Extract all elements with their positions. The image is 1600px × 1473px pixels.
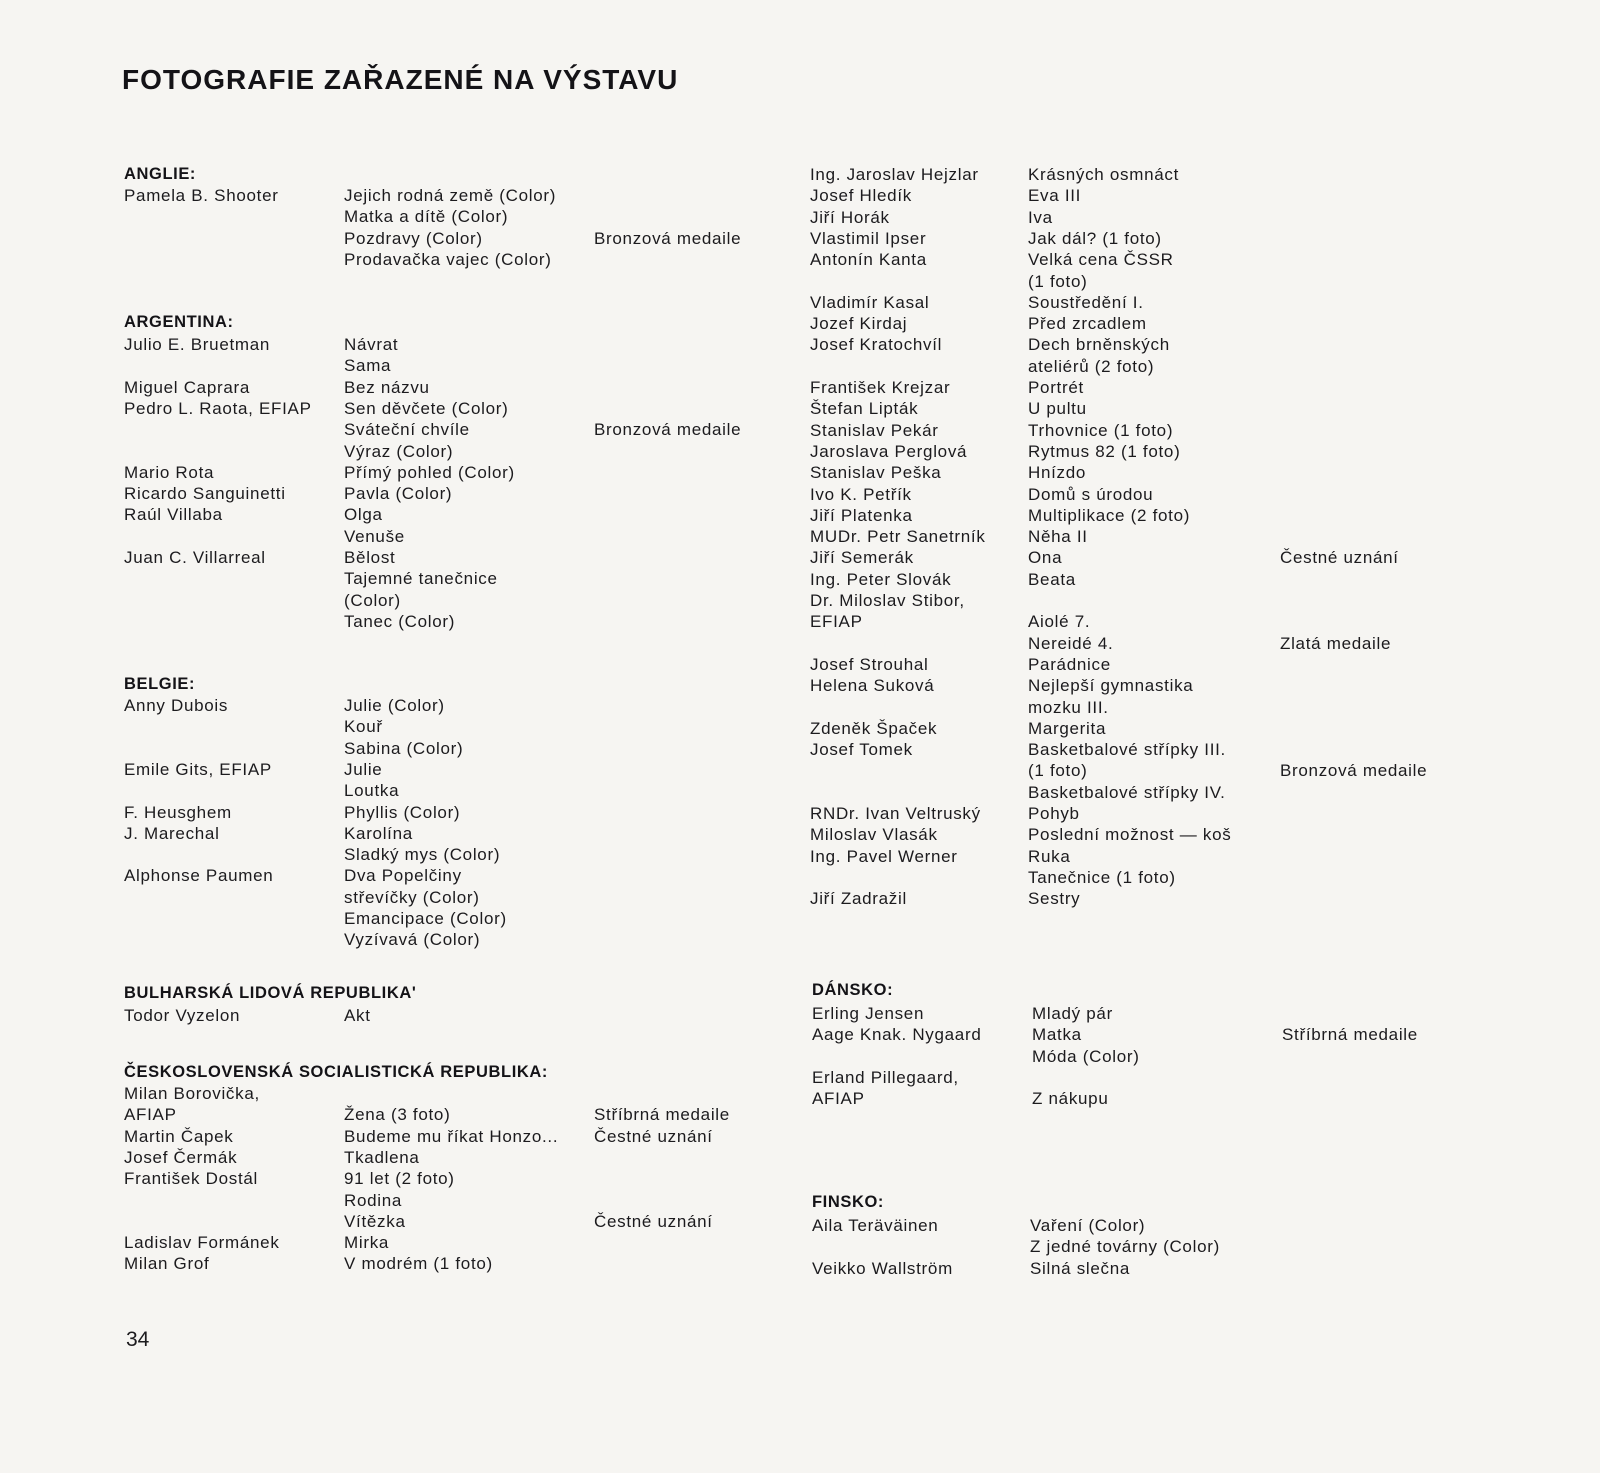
photo-title: Basketbalové střípky IV. (1028, 782, 1226, 802)
author-name: Mario Rota (124, 462, 215, 482)
photo-title: Velká cena ČSSR (1028, 250, 1174, 270)
author-name: Ivo K. Petřík (810, 484, 912, 504)
author-name: Vlastimil Ipser (810, 228, 927, 248)
author-name: Jozef Kirdaj (810, 314, 908, 334)
photo-title: Pozdravy (Color) (344, 228, 483, 248)
photo-title: Tajemné tanečnice (344, 569, 498, 589)
author-name: František Krejzar (810, 378, 951, 397)
photo-title: Karolína (344, 823, 413, 843)
author-name: Juan C. Villarreal (124, 548, 266, 567)
photo-title: Nereidé 4. (1028, 633, 1114, 653)
photo-title: Domů s úrodou (1028, 484, 1154, 504)
author-name: Emile Gits, EFIAP (124, 759, 272, 779)
photo-title: Mladý pár (1032, 1004, 1113, 1023)
photo-title: Jak dál? (1 foto) (1028, 228, 1162, 248)
author-name: Anny Dubois (124, 696, 229, 715)
photo-title: Jejich rodná země (Color) (344, 186, 557, 205)
section-heading: BULHARSKÁ LIDOVÁ REPUBLIKA' (124, 984, 417, 1002)
photo-title: (1 foto) (1028, 761, 1088, 781)
photo-title: Emancipace (Color) (344, 909, 507, 928)
photo-title: Tanec (Color) (344, 611, 456, 631)
award-label: Bronzová medaile (1280, 761, 1428, 781)
author-name: Ing. Jaroslav Hejzlar (810, 165, 979, 184)
photo-title: Tanečnice (1 foto) (1028, 867, 1176, 887)
photo-title: Beata (1028, 569, 1076, 589)
photo-title: Přímý pohled (Color) (344, 462, 515, 482)
author-name: Dr. Miloslav Stibor, (810, 591, 965, 610)
author-name: Ladislav Formánek (124, 1233, 280, 1253)
author-name: Vladimír Kasal (810, 292, 930, 312)
author-name: Josef Kratochvíl (810, 335, 943, 355)
photo-title: Krásných osmnáct (1028, 165, 1180, 184)
photo-title: Margerita (1028, 718, 1107, 738)
photo-title: Rodina (344, 1190, 403, 1210)
author-name: Erland Pillegaard, (812, 1067, 959, 1087)
author-name: Veikko Wallström (812, 1258, 953, 1278)
photo-title: Z jedné továrny (Color) (1030, 1237, 1220, 1257)
photo-title: U pultu (1028, 399, 1087, 419)
author-name: Stanislav Pekár (810, 420, 939, 440)
photo-title: Vítězka (344, 1211, 406, 1231)
photo-title: Sen děvčete (Color) (344, 398, 509, 418)
section-heading: ANGLIE: (124, 165, 197, 183)
photo-title: Julie (344, 759, 383, 779)
photo-title: Ona (1028, 548, 1063, 568)
photo-title: Parádnice (1028, 654, 1111, 674)
author-name: J. Marechal (124, 823, 220, 843)
photo-title: Poslední možnost — koš (1028, 825, 1232, 845)
author-name: Miloslav Vlasák (810, 825, 938, 845)
photo-title: Hnízdo (1028, 463, 1087, 483)
author-name: Alphonse Paumen (124, 866, 274, 886)
photo-title: Multiplikace (2 foto) (1028, 505, 1191, 525)
photo-title: Návrat (344, 335, 399, 354)
author-name: Ricardo Sanguinetti (124, 484, 286, 504)
section-heading: BELGIE: (124, 675, 196, 693)
author-name: Zdeněk Špaček (810, 718, 938, 738)
author-name: Martin Čapek (124, 1126, 234, 1146)
photo-title: Tkadlena (344, 1147, 420, 1167)
photo-title: Portrét (1028, 378, 1084, 397)
author-name: Aila Teräväinen (812, 1216, 939, 1235)
author-name: MUDr. Petr Sanetrník (810, 527, 986, 547)
section-heading: DÁNSKO: (812, 981, 894, 999)
author-name: Josef Čermák (124, 1147, 238, 1167)
author-name: Erling Jensen (812, 1004, 925, 1023)
photo-title: Něha II (1028, 527, 1088, 547)
author-name: František Dostál (124, 1169, 259, 1189)
photo-title: Dva Popelčiny (344, 866, 462, 886)
award-label: Bronzová medaile (594, 420, 742, 440)
award-label: Čestné uznání (594, 1126, 713, 1146)
author-name: RNDr. Ivan Veltruský (810, 804, 981, 823)
photo-title: Phyllis (Color) (344, 802, 461, 822)
photo-title: ateliérů (2 foto) (1028, 356, 1155, 376)
photo-title: Venuše (344, 526, 405, 546)
author-name: EFIAP (810, 612, 863, 632)
award-label: Čestné uznání (1280, 548, 1399, 568)
author-name: AFIAP (124, 1105, 177, 1125)
author-name: Antonín Kanta (810, 250, 927, 270)
photo-title: střevíčky (Color) (344, 887, 480, 907)
award-label: Stříbrná medaile (1282, 1025, 1418, 1045)
photo-title: Sabina (Color) (344, 738, 464, 758)
author-name: Todor Vyzelon (124, 1006, 241, 1025)
photo-title: (1 foto) (1028, 271, 1088, 291)
photo-title: Loutka (344, 781, 400, 801)
photo-title: Nejlepší gymnastika (1028, 676, 1194, 696)
author-name: Pamela B. Shooter (124, 186, 279, 205)
photo-title: Budeme mu říkat Honzo... (344, 1126, 559, 1146)
photo-title: Iva (1028, 207, 1053, 227)
award-label: Čestné uznání (594, 1211, 713, 1231)
photo-title: Silná slečna (1030, 1258, 1131, 1278)
photo-title: V modrém (1 foto) (344, 1254, 493, 1274)
award-label: Zlatá medaile (1280, 633, 1392, 653)
photo-title: Bez názvu (344, 377, 430, 397)
photo-title: mozku III. (1028, 697, 1109, 717)
photo-title: Sama (344, 356, 392, 376)
photo-title: Móda (Color) (1032, 1046, 1140, 1066)
author-name: Jiří Zadražil (810, 889, 907, 909)
page-title: FOTOGRAFIE ZAŘAZENÉ NA VÝSTAVU (122, 64, 679, 95)
photo-title: Dech brněnských (1028, 335, 1170, 355)
author-name: Helena Suková (810, 676, 935, 696)
author-name: Pedro L. Raota, EFIAP (124, 398, 312, 418)
photo-title: 91 let (2 foto) (344, 1169, 455, 1189)
photo-title: Výraz (Color) (344, 441, 454, 461)
photo-title: Julie (Color) (344, 696, 445, 715)
photo-title: Olga (344, 505, 383, 525)
photo-title: Matka a dítě (Color) (344, 207, 509, 227)
author-name: Jiří Horák (810, 207, 890, 227)
photo-title: Před zrcadlem (1028, 314, 1147, 334)
photo-title: Mirka (344, 1233, 390, 1253)
photo-title: Vaření (Color) (1030, 1216, 1146, 1235)
author-name: Milan Grof (124, 1254, 210, 1274)
section-heading: FINSKO: (812, 1193, 885, 1211)
author-name: Jiří Platenka (810, 505, 913, 525)
author-name: Stanislav Peška (810, 463, 942, 483)
photo-title: Pavla (Color) (344, 484, 453, 504)
photo-title: Soustředění I. (1028, 292, 1144, 312)
author-name: Josef Hledík (810, 186, 912, 206)
photo-title: Prodavačka vajec (Color) (344, 249, 552, 269)
photo-title: Akt (344, 1006, 371, 1025)
author-name: Jiří Semerák (810, 548, 914, 568)
photo-title: Kouř (344, 717, 383, 737)
photo-title: Z nákupu (1032, 1089, 1109, 1109)
award-label: Stříbrná medaile (594, 1105, 730, 1125)
author-name: Ing. Pavel Werner (810, 846, 958, 866)
photo-title: (Color) (344, 590, 401, 610)
section-heading: ČESKOSLOVENSKÁ SOCIALISTICKÁ REPUBLIKA: (124, 1063, 549, 1081)
photo-title: Basketbalové střípky III. (1028, 740, 1226, 760)
author-name: Raúl Villaba (124, 505, 223, 525)
photo-title: Žena (3 foto) (344, 1105, 451, 1125)
author-name: Josef Tomek (810, 740, 913, 760)
author-name: Jaroslava Perglová (810, 441, 968, 461)
author-name: Štefan Lipták (810, 399, 919, 419)
author-name: F. Heusghem (124, 802, 232, 822)
photo-title: Sladký mys (Color) (344, 845, 501, 865)
author-name: Ing. Peter Slovák (810, 569, 952, 589)
photo-title: Vyzívavá (Color) (344, 930, 481, 950)
author-name: Aage Knak. Nygaard (812, 1025, 982, 1045)
section-heading: ARGENTINA: (124, 313, 234, 331)
award-label: Bronzová medaile (594, 228, 742, 248)
photo-title: Pohyb (1028, 804, 1080, 823)
photo-title: Rytmus 82 (1 foto) (1028, 441, 1181, 461)
photo-title: Aiolé 7. (1028, 612, 1091, 632)
photo-title: Sestry (1028, 889, 1081, 909)
photo-title: Bělost (344, 548, 396, 567)
page-number: 34 (126, 1328, 150, 1351)
photo-title: Eva III (1028, 186, 1082, 206)
photo-title: Matka (1032, 1025, 1082, 1045)
author-name: AFIAP (812, 1089, 865, 1109)
author-name: Milan Borovička, (124, 1084, 260, 1103)
photo-title: Sváteční chvíle (344, 420, 470, 440)
author-name: Julio E. Bruetman (124, 335, 271, 354)
author-name: Miguel Caprara (124, 377, 251, 397)
photo-title: Trhovnice (1 foto) (1028, 420, 1174, 440)
author-name: Josef Strouhal (810, 654, 929, 674)
photo-title: Ruka (1028, 846, 1071, 866)
